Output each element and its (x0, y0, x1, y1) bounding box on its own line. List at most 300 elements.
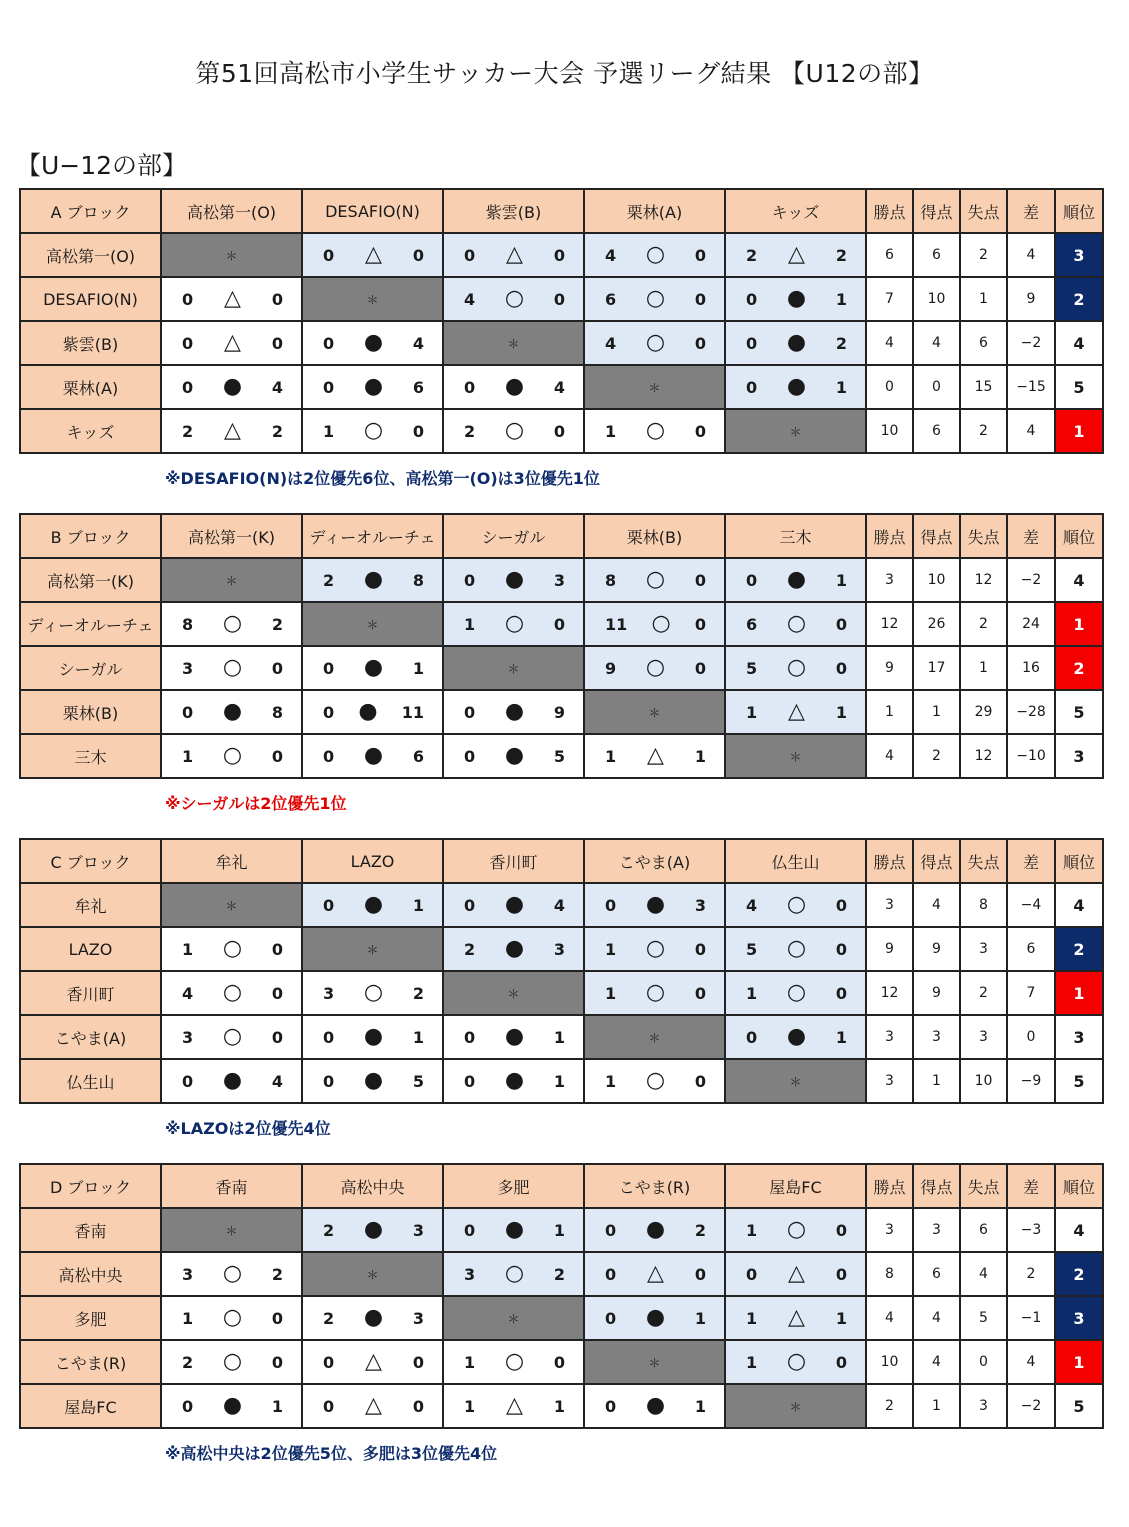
score (726, 657, 865, 679)
stat-cell: 3 (960, 1015, 1007, 1059)
score (444, 1351, 583, 1373)
loss-mark-icon: ● (363, 1217, 384, 1242)
match-result (725, 1015, 866, 1059)
row-team: 栗林(B) (20, 690, 161, 734)
goals-against: 2 (412, 983, 424, 1003)
table-row (20, 971, 1103, 1015)
match-result (725, 1208, 866, 1252)
stat-cell: 12 (960, 734, 1007, 778)
column-team: 仏生山 (725, 839, 866, 883)
match-result (302, 321, 443, 365)
column-stat: 失点 (960, 1164, 1007, 1208)
match-result (302, 1059, 443, 1103)
stat-cell: 6 (866, 233, 913, 277)
score (726, 982, 865, 1004)
self-match-cell: ＊ (443, 1296, 584, 1340)
header-row (20, 189, 1103, 233)
stat-cell: 17 (913, 646, 960, 690)
win-mark-icon: ○ (645, 242, 666, 267)
goals-against: 0 (271, 746, 283, 766)
loss-mark-icon: ● (504, 374, 525, 399)
draw-mark-icon: △ (365, 1349, 382, 1374)
match-result (584, 1059, 725, 1103)
loss-mark-icon: ● (222, 374, 243, 399)
match-result (161, 1384, 302, 1428)
column-stat: 勝点 (866, 1164, 913, 1208)
draw-mark-icon: △ (224, 286, 241, 311)
column-team: こやま(A) (584, 839, 725, 883)
goals-for: 0 (182, 1071, 194, 1091)
loss-mark-icon: ● (363, 743, 384, 768)
goals-for: 0 (323, 746, 335, 766)
match-result (584, 883, 725, 927)
score (162, 982, 301, 1004)
match-result (725, 321, 866, 365)
stat-cell: 9 (913, 971, 960, 1015)
column-stat: 失点 (960, 189, 1007, 233)
win-mark-icon: ○ (504, 286, 525, 311)
block-c (19, 838, 1104, 1104)
goals-for: 1 (182, 939, 194, 959)
goals-for: 0 (323, 1352, 335, 1372)
stat-cell: 2 (960, 409, 1007, 453)
goals-for: 0 (182, 1396, 194, 1416)
goals-for: 1 (746, 1220, 758, 1240)
match-result (443, 734, 584, 778)
score (303, 1219, 442, 1241)
goals-against: 4 (271, 1071, 283, 1091)
score (303, 1070, 442, 1092)
goals-for: 1 (605, 939, 617, 959)
score (303, 894, 442, 916)
goals-against: 0 (694, 658, 706, 678)
win-mark-icon: ○ (504, 418, 525, 443)
match-result (302, 971, 443, 1015)
page-title: 第51回高松市小学生サッカー大会 予選リーグ結果 【U12の部】 (195, 59, 934, 88)
goals-for: 3 (464, 1264, 476, 1284)
match-result (443, 365, 584, 409)
score (303, 701, 442, 723)
loss-mark-icon: ● (645, 1217, 666, 1242)
block-note: ※高松中央は2位優先5位、多肥は3位優先4位 (165, 1444, 498, 1463)
score (162, 1070, 301, 1092)
self-match-cell: ＊ (443, 321, 584, 365)
column-stat: 順位 (1055, 1164, 1103, 1208)
self-match-cell: ＊ (725, 1384, 866, 1428)
loss-mark-icon: ● (504, 567, 525, 592)
stat-cell: 3 (866, 1059, 913, 1103)
loss-mark-icon: ● (363, 1024, 384, 1049)
stat-cell: 0 (960, 1340, 1007, 1384)
score (162, 1351, 301, 1373)
goals-for: 0 (605, 1308, 617, 1328)
stat-cell: 10 (913, 277, 960, 321)
goals-for: 0 (182, 702, 194, 722)
score (162, 420, 301, 442)
score (162, 1307, 301, 1329)
match-result (443, 1252, 584, 1296)
match-result (443, 1015, 584, 1059)
loss-mark-icon: ● (363, 330, 384, 355)
column-team: DESAFIO(N) (302, 189, 443, 233)
score (585, 288, 724, 310)
goals-against: 0 (271, 983, 283, 1003)
rank-cell: 3 (1055, 1296, 1103, 1340)
row-team: キッズ (20, 409, 161, 453)
score (444, 613, 583, 635)
score (726, 1026, 865, 1048)
score (444, 1070, 583, 1092)
row-team: DESAFIO(N) (20, 277, 161, 321)
score (444, 1026, 583, 1048)
stat-cell: 2 (913, 734, 960, 778)
stat-cell: 6 (913, 233, 960, 277)
match-result (584, 321, 725, 365)
goals-against: 3 (553, 939, 565, 959)
goals-against: 0 (271, 939, 283, 959)
score (444, 894, 583, 916)
win-mark-icon: ○ (651, 611, 671, 636)
score (162, 613, 301, 635)
win-mark-icon: ○ (645, 936, 666, 961)
goals-for: 0 (464, 1071, 476, 1091)
match-result (161, 690, 302, 734)
goals-against: 0 (412, 1352, 424, 1372)
row-team: 三木 (20, 734, 161, 778)
column-stat: 勝点 (866, 839, 913, 883)
table-row (20, 1384, 1103, 1428)
standings-table (19, 188, 1104, 454)
goals-for: 0 (464, 1220, 476, 1240)
self-match-cell: ＊ (161, 558, 302, 602)
self-match-cell: ＊ (302, 927, 443, 971)
match-result (161, 1015, 302, 1059)
win-mark-icon: ○ (786, 655, 807, 680)
row-team: 高松中央 (20, 1252, 161, 1296)
match-result (161, 734, 302, 778)
rank-cell: 1 (1055, 602, 1103, 646)
goals-against: 0 (835, 614, 847, 634)
match-result (161, 321, 302, 365)
score (585, 894, 724, 916)
stat-cell: 3 (913, 1015, 960, 1059)
loss-mark-icon: ● (222, 699, 243, 724)
rank-cell: 3 (1055, 734, 1103, 778)
match-result (584, 971, 725, 1015)
score (303, 657, 442, 679)
goals-for: 2 (323, 1308, 335, 1328)
row-team: 屋島FC (20, 1384, 161, 1428)
stat-cell: 3 (866, 883, 913, 927)
column-stat: 順位 (1055, 839, 1103, 883)
stat-cell: −2 (1007, 558, 1055, 602)
score (303, 1026, 442, 1048)
loss-mark-icon: ● (504, 936, 525, 961)
self-match-cell: ＊ (302, 602, 443, 646)
column-team: 屋島FC (725, 1164, 866, 1208)
goals-for: 2 (464, 421, 476, 441)
score (444, 1219, 583, 1241)
stat-cell: 4 (1007, 409, 1055, 453)
self-match-cell: ＊ (584, 365, 725, 409)
goals-against: 2 (694, 1220, 706, 1240)
match-result (161, 1340, 302, 1384)
rank-cell: 2 (1055, 1252, 1103, 1296)
stat-cell: 16 (1007, 646, 1055, 690)
goals-against: 2 (271, 1264, 283, 1284)
goals-against: 1 (553, 1027, 565, 1047)
goals-against: 0 (835, 939, 847, 959)
block-b (19, 513, 1104, 779)
win-mark-icon: ○ (363, 418, 384, 443)
win-mark-icon: ○ (645, 567, 666, 592)
rank-cell: 2 (1055, 927, 1103, 971)
win-mark-icon: ○ (222, 1349, 243, 1374)
goals-against: 8 (412, 570, 424, 590)
score (162, 701, 301, 723)
win-mark-icon: ○ (786, 611, 807, 636)
stat-cell: 2 (1007, 1252, 1055, 1296)
table-row (20, 1059, 1103, 1103)
loss-mark-icon: ● (504, 743, 525, 768)
goals-for: 4 (746, 895, 758, 915)
stat-cell: 10 (960, 1059, 1007, 1103)
score (585, 244, 724, 266)
loss-mark-icon: ● (363, 655, 384, 680)
goals-against: 1 (694, 746, 706, 766)
win-mark-icon: ○ (786, 892, 807, 917)
score (726, 376, 865, 398)
row-team: 栗林(A) (20, 365, 161, 409)
stat-cell: 4 (913, 1296, 960, 1340)
loss-mark-icon: ● (504, 1217, 525, 1242)
stat-cell: 10 (866, 1340, 913, 1384)
column-stat: 得点 (913, 514, 960, 558)
draw-mark-icon: △ (224, 330, 241, 355)
stat-cell: 12 (866, 602, 913, 646)
goals-against: 0 (412, 421, 424, 441)
score (585, 613, 724, 635)
stat-cell: 10 (866, 409, 913, 453)
stat-cell: 12 (866, 971, 913, 1015)
match-result (443, 927, 584, 971)
score (444, 1395, 583, 1417)
match-result (302, 1015, 443, 1059)
match-result (161, 1296, 302, 1340)
block-d (19, 1163, 1104, 1429)
table-row (20, 602, 1103, 646)
column-team: 高松第一(O) (161, 189, 302, 233)
goals-for: 1 (746, 702, 758, 722)
match-result (302, 690, 443, 734)
table-row (20, 558, 1103, 602)
score (444, 1263, 583, 1285)
match-result (161, 927, 302, 971)
match-result (302, 1384, 443, 1428)
match-result (725, 602, 866, 646)
table-row (20, 1340, 1103, 1384)
score (726, 569, 865, 591)
goals-against: 0 (412, 1396, 424, 1416)
goals-for: 0 (746, 1264, 758, 1284)
goals-against: 0 (694, 1071, 706, 1091)
self-match-cell: ＊ (443, 971, 584, 1015)
match-result (443, 1384, 584, 1428)
goals-against: 0 (694, 333, 706, 353)
goals-against: 0 (694, 1264, 706, 1284)
goals-for: 0 (464, 746, 476, 766)
stat-cell: 26 (913, 602, 960, 646)
column-team: キッズ (725, 189, 866, 233)
column-team: 栗林(B) (584, 514, 725, 558)
win-mark-icon: ○ (222, 1261, 243, 1286)
goals-against: 0 (271, 333, 283, 353)
stat-cell: 29 (960, 690, 1007, 734)
stat-cell: 6 (960, 321, 1007, 365)
goals-against: 3 (412, 1220, 424, 1240)
rank-cell: 1 (1055, 409, 1103, 453)
row-team: ディーオルーチェ (20, 602, 161, 646)
stat-cell: 0 (866, 365, 913, 409)
loss-mark-icon: ● (786, 567, 807, 592)
goals-against: 2 (835, 333, 847, 353)
loss-mark-icon: ● (358, 699, 378, 724)
score (726, 1219, 865, 1241)
stat-cell: 1 (913, 1059, 960, 1103)
score (303, 745, 442, 767)
goals-against: 1 (835, 377, 847, 397)
column-team: 栗林(A) (584, 189, 725, 233)
goals-for: 0 (464, 570, 476, 590)
stat-cell: 24 (1007, 602, 1055, 646)
draw-mark-icon: △ (365, 1393, 382, 1418)
goals-for: 0 (746, 1027, 758, 1047)
goals-for: 0 (746, 570, 758, 590)
score (303, 1395, 442, 1417)
goals-for: 0 (605, 1396, 617, 1416)
loss-mark-icon: ● (504, 1024, 525, 1049)
self-match-cell: ＊ (725, 1059, 866, 1103)
rank-cell: 1 (1055, 1340, 1103, 1384)
match-result (443, 690, 584, 734)
goals-against: 0 (694, 983, 706, 1003)
goals-for: 5 (746, 658, 758, 678)
goals-for: 1 (746, 1352, 758, 1372)
goals-against: 1 (694, 1396, 706, 1416)
stat-cell: 4 (866, 321, 913, 365)
stat-cell: −3 (1007, 1208, 1055, 1252)
goals-for: 0 (746, 289, 758, 309)
stat-cell: −4 (1007, 883, 1055, 927)
goals-for: 3 (182, 1027, 194, 1047)
rank-cell: 2 (1055, 646, 1103, 690)
score (585, 745, 724, 767)
score (726, 332, 865, 354)
goals-for: 4 (464, 289, 476, 309)
win-mark-icon: ○ (786, 1349, 807, 1374)
loss-mark-icon: ● (363, 892, 384, 917)
goals-against: 0 (835, 1220, 847, 1240)
goals-against: 4 (553, 377, 565, 397)
win-mark-icon: ○ (645, 418, 666, 443)
match-result (725, 646, 866, 690)
goals-for: 1 (323, 421, 335, 441)
block-name: D ブロック (20, 1164, 161, 1208)
match-result (584, 1252, 725, 1296)
match-result (584, 602, 725, 646)
score (303, 1307, 442, 1329)
win-mark-icon: ○ (645, 1068, 666, 1093)
column-stat: 差 (1007, 839, 1055, 883)
goals-against: 4 (553, 895, 565, 915)
column-team: 紫雲(B) (443, 189, 584, 233)
table-row (20, 1252, 1103, 1296)
match-result (725, 365, 866, 409)
win-mark-icon: ○ (504, 611, 525, 636)
row-team: 多肥 (20, 1296, 161, 1340)
row-team: 牟礼 (20, 883, 161, 927)
loss-mark-icon: ● (786, 1024, 807, 1049)
stat-cell: 2 (960, 233, 1007, 277)
goals-against: 2 (553, 1264, 565, 1284)
score (162, 1395, 301, 1417)
score (162, 288, 301, 310)
win-mark-icon: ○ (645, 330, 666, 355)
rank-cell: 4 (1055, 1208, 1103, 1252)
score (585, 1219, 724, 1241)
goals-for: 1 (464, 1352, 476, 1372)
goals-for: 0 (464, 377, 476, 397)
column-stat: 差 (1007, 1164, 1055, 1208)
draw-mark-icon: △ (788, 1305, 805, 1330)
goals-for: 0 (182, 289, 194, 309)
header-row (20, 514, 1103, 558)
column-stat: 順位 (1055, 189, 1103, 233)
match-result (443, 233, 584, 277)
match-result (443, 883, 584, 927)
goals-against: 3 (694, 895, 706, 915)
goals-against: 0 (835, 1352, 847, 1372)
goals-against: 0 (271, 1352, 283, 1372)
table-row (20, 409, 1103, 453)
loss-mark-icon: ● (363, 374, 384, 399)
stat-cell: −28 (1007, 690, 1055, 734)
rank-cell: 5 (1055, 365, 1103, 409)
score (726, 1351, 865, 1373)
goals-against: 0 (694, 570, 706, 590)
score (585, 1307, 724, 1329)
goals-for: 0 (323, 658, 335, 678)
stat-cell: 9 (1007, 277, 1055, 321)
goals-for: 1 (464, 1396, 476, 1416)
draw-mark-icon: △ (506, 1393, 523, 1418)
match-result (584, 1208, 725, 1252)
match-result (302, 883, 443, 927)
row-team: 香川町 (20, 971, 161, 1015)
loss-mark-icon: ● (786, 286, 807, 311)
block-note: ※DESAFIO(N)は2位優先6位、高松第一(O)は3位優先1位 (165, 469, 600, 488)
self-match-cell: ＊ (302, 277, 443, 321)
goals-against: 0 (553, 614, 565, 634)
match-result (161, 409, 302, 453)
table-row (20, 277, 1103, 321)
self-match-cell: ＊ (725, 734, 866, 778)
score (162, 938, 301, 960)
match-result (725, 233, 866, 277)
table-row (20, 1208, 1103, 1252)
loss-mark-icon: ● (222, 1393, 243, 1418)
goals-for: 0 (323, 895, 335, 915)
